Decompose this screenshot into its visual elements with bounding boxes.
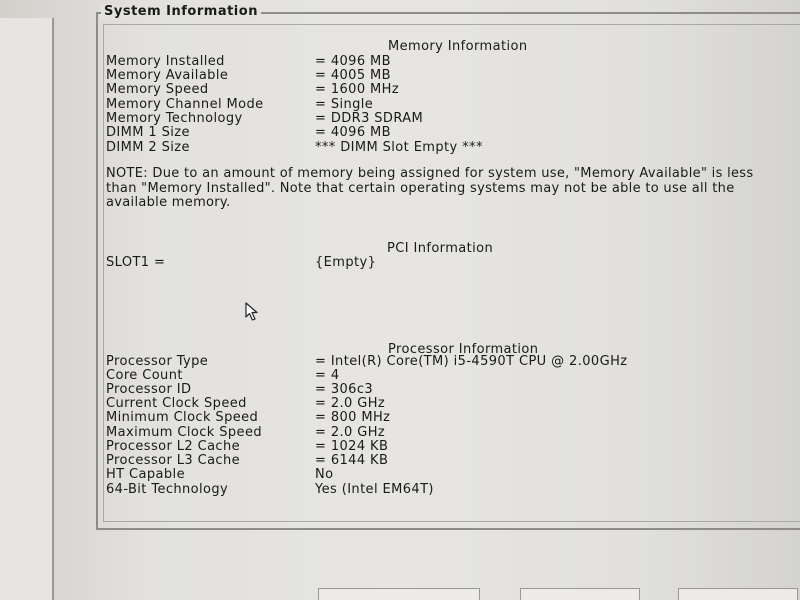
row-label: SLOT1 = [106, 255, 166, 270]
row-value: = 4 [315, 368, 340, 383]
row-value: {Empty} [315, 255, 377, 270]
row-value: = 4096 MB [315, 125, 391, 140]
row-label: Current Clock Speed [106, 396, 247, 411]
row-label: Processor L2 Cache [106, 439, 241, 454]
row-value: *** DIMM Slot Empty *** [315, 140, 483, 155]
bottom-button-3[interactable] [678, 588, 798, 600]
row-label: DIMM 1 Size [106, 125, 190, 140]
row-value: = 1024 KB [315, 439, 389, 454]
row-value: = 4096 MB [315, 54, 391, 69]
row-value: = DDR3 SDRAM [315, 111, 424, 126]
row-label: Memory Installed [106, 54, 225, 69]
navigation-panel[interactable] [0, 18, 54, 600]
row-value: Yes (Intel EM64T) [315, 482, 434, 497]
row-label: DIMM 2 Size [106, 140, 190, 155]
row-value: = 800 MHz [315, 410, 391, 425]
row-label: Memory Available [106, 68, 229, 83]
row-value: = 1600 MHz [315, 82, 400, 97]
row-label: 64-Bit Technology [106, 482, 229, 497]
row-label: Memory Channel Mode [106, 97, 264, 112]
row-label: Processor ID [106, 382, 192, 397]
row-value: = Single [315, 97, 374, 112]
processor-section-heading: Processor Information [388, 342, 539, 357]
group-title: System Information [101, 4, 261, 19]
pci-section-heading: PCI Information [387, 241, 494, 256]
row-label: Memory Technology [106, 111, 243, 126]
memory-section-heading: Memory Information [388, 39, 528, 54]
row-label: Minimum Clock Speed [106, 410, 259, 425]
row-value: No [315, 467, 334, 482]
row-value: = Intel(R) Core(TM) i5-4590T CPU @ 2.00GHz [315, 354, 628, 369]
row-value: = 2.0 GHz [315, 425, 386, 440]
row-label: Processor Type [106, 354, 209, 369]
row-value: = 4005 MB [315, 68, 391, 83]
row-value: = 2.0 GHz [315, 396, 386, 411]
row-label: Processor L3 Cache [106, 453, 241, 468]
bottom-button-1[interactable] [318, 588, 480, 600]
mouse-pointer-icon [245, 302, 261, 326]
bottom-button-2[interactable] [520, 588, 640, 600]
row-label: Core Count [106, 368, 183, 383]
row-value: = 306c3 [315, 382, 374, 397]
row-label: Memory Speed [106, 82, 209, 97]
memory-note: NOTE: Due to an amount of memory being assigned for system use, "Memory Available" is less than "Memory Installed". Note that certain operating systems may not be able to use all the available memory. [106, 166, 754, 210]
row-label: HT Capable [106, 467, 185, 482]
row-label: Maximum Clock Speed [106, 425, 262, 440]
row-value: = 6144 KB [315, 453, 389, 468]
